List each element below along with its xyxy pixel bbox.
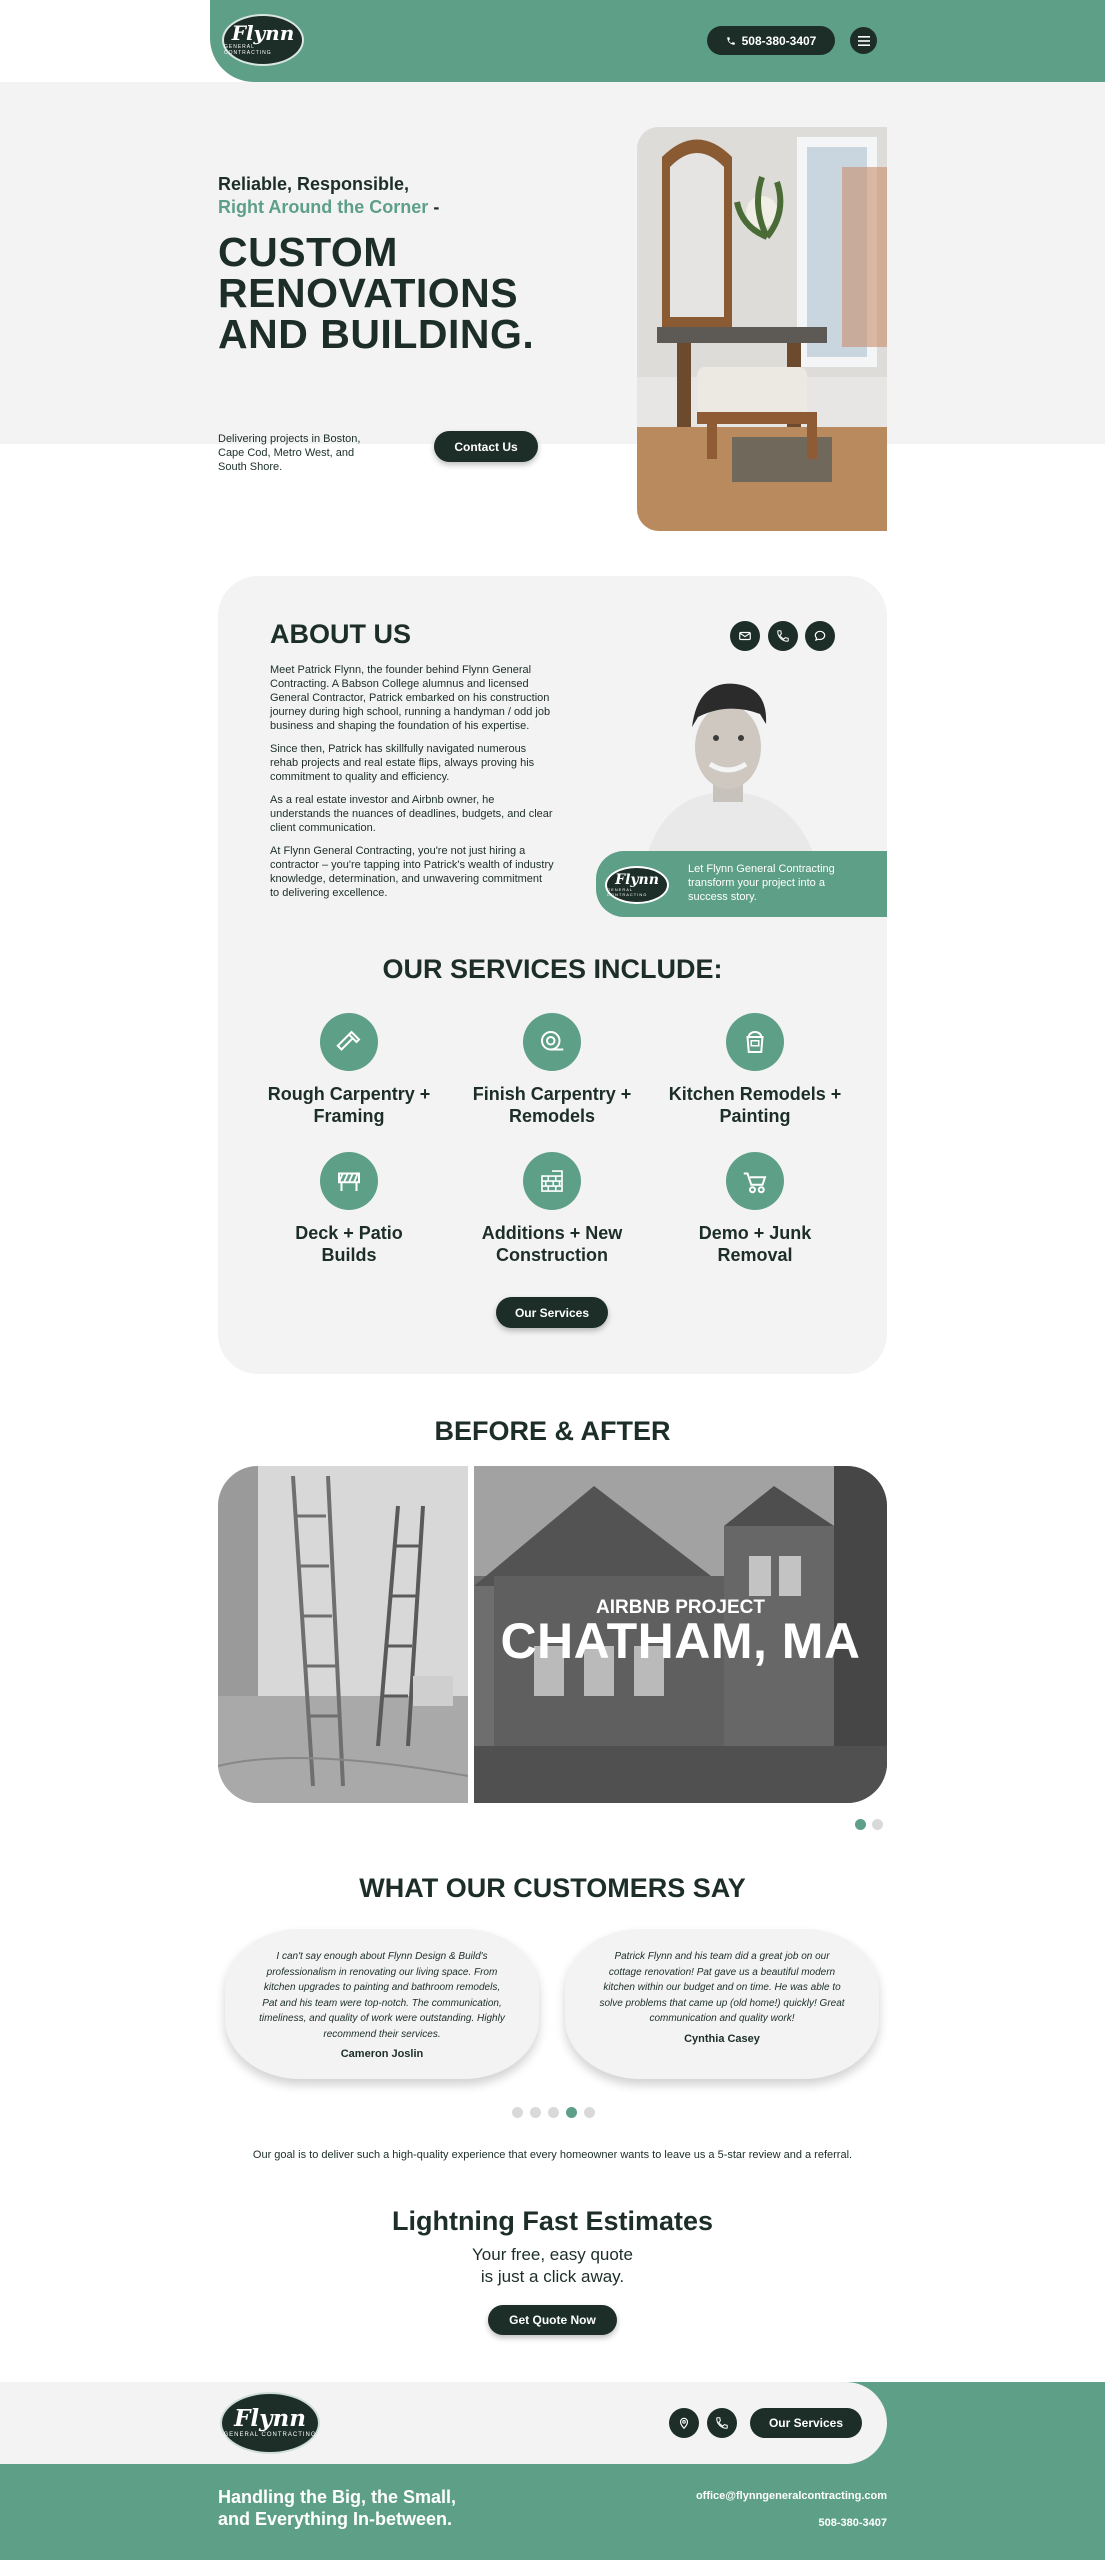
phone-icon (715, 2416, 729, 2430)
service-item[interactable] (249, 1152, 449, 1266)
testimonial-author: Cameron Joslin (340, 2048, 424, 2060)
chat-icon (813, 629, 827, 643)
service-item[interactable] (452, 1013, 652, 1127)
hero-interior-photo (637, 127, 887, 531)
service-item[interactable] (452, 1152, 652, 1266)
testimonial-quote: Patrick Flynn and his team did a great job on our cottage renovation! Pat gave us a beautiful modern kitchen within our budget and on time. He was able to solve problems that came up (old home!) quickly! Great communication and quality work! (599, 1951, 845, 2024)
footer-logo-text: Flynn (234, 2405, 306, 2432)
footer-tagline (218, 2486, 456, 2530)
service-label (249, 1222, 449, 1266)
service-label (452, 1083, 652, 1127)
hero-title (218, 229, 535, 357)
estimates-subtitle-line-2: is just a click away. (480, 2267, 625, 2286)
estimates-subtitle-line-1: Your free, easy quote (472, 2245, 633, 2264)
location-button[interactable] (669, 2408, 699, 2438)
header-phone-button[interactable] (707, 26, 835, 55)
footer-tagline-line-1: Handling the Big, the Small, (218, 2487, 457, 2507)
call-button[interactable] (768, 621, 798, 651)
service-label (655, 1222, 855, 1266)
carousel-dot[interactable] (530, 2107, 541, 2118)
service-label (452, 1222, 652, 1266)
hamburger-icon (858, 36, 870, 46)
hammer-icon (334, 1027, 364, 1057)
email-button[interactable] (730, 621, 760, 651)
estimates-subtitle (0, 2244, 1105, 2288)
carousel-dot[interactable] (512, 2107, 523, 2118)
service-icon-circle (523, 1013, 581, 1071)
service-item[interactable] (655, 1013, 855, 1127)
footer-email-link[interactable]: office@flynngeneralcontracting.com (695, 2490, 887, 2502)
service-label-line-2: Painting (719, 1106, 791, 1126)
service-item[interactable] (655, 1152, 855, 1266)
service-label-line-1: Deck + Patio (295, 1223, 403, 1243)
footer-services-button[interactable]: Our Services (750, 2408, 862, 2438)
header-phone-number: 508-380-3407 (741, 33, 817, 48)
service-label-line-1: Rough Carpentry + (267, 1084, 431, 1104)
cta-logo (605, 866, 669, 904)
service-icon-circle (523, 1152, 581, 1210)
service-label-line-1: Demo + Junk (698, 1223, 812, 1243)
barrier-icon (334, 1166, 364, 1196)
before-after-caption-large: CHATHAM, MA (500, 1613, 861, 1669)
testimonial-card (565, 1929, 879, 2079)
menu-button[interactable] (850, 27, 877, 54)
patrick-flynn-portrait (628, 672, 828, 852)
carousel-dot[interactable] (548, 2107, 559, 2118)
goal-statement: Our goal is to deliver such a high-quality experience that every homeowner wants to leave us a 5-star review and a referral. (252, 2149, 853, 2161)
phone-icon (776, 629, 790, 643)
footer-tagline-line-2: and Everything In-between. (218, 2509, 453, 2529)
hero-tagline-1: Reliable, Responsible, (218, 174, 410, 194)
about-paragraph: Since then, Patrick has skillfully navigated numerous rehab projects and real estate flips, always proving his commitment to quality and efficiency. (270, 743, 535, 783)
footer-logo-subtext: GENERAL CONTRACTING (223, 2432, 317, 2438)
estimates-title: Lightning Fast Estimates (391, 2206, 714, 2236)
testimonials-title: WHAT OUR CUSTOMERS SAY (359, 1873, 746, 1903)
logo[interactable] (222, 14, 304, 66)
about-paragraph: At Flynn General Contracting, you're not just hiring a contractor – you're tapping into Patrick's wealth of industry knowledge, determination, and unwavering commitment to delivering excellence. (270, 845, 554, 899)
service-label-line-1: Additions + New (481, 1223, 623, 1243)
location-pin-icon (677, 2416, 691, 2430)
cta-text: Let Flynn General Contracting transform your project into a success story. (688, 863, 835, 903)
contact-us-button[interactable]: Contact Us (434, 431, 538, 462)
site-header (210, 0, 1105, 82)
bricks-icon (537, 1166, 567, 1196)
hero-title-line-1: CUSTOM (218, 229, 398, 275)
our-services-button[interactable]: Our Services (496, 1297, 608, 1328)
footer-phone-link[interactable]: 508-380-3407 (818, 2517, 887, 2529)
service-label-line-2: Remodels (508, 1106, 596, 1126)
carousel-dot-active[interactable] (566, 2107, 577, 2118)
wheelbarrow-icon (740, 1166, 770, 1196)
tape-measure-icon (537, 1027, 567, 1057)
service-label-line-1: Kitchen Remodels + (668, 1084, 842, 1104)
about-title: ABOUT US (270, 619, 411, 649)
cta-logo-subtext: GENERAL CONTRACTING (607, 887, 648, 897)
phone-icon (726, 36, 736, 46)
service-label-line-1: Finish Carpentry + (472, 1084, 632, 1104)
service-item[interactable] (249, 1013, 449, 1127)
service-icon-circle (726, 1152, 784, 1210)
about-paragraph: As a real estate investor and Airbnb owner, he understands the nuances of deadlines, budgets, and clear client communication. (270, 794, 553, 834)
hero-title-line-2: RENOVATIONS (218, 270, 519, 316)
service-label-line-2: Removal (717, 1245, 793, 1265)
hero-tagline-2 (218, 197, 439, 218)
carousel-dot[interactable] (872, 1819, 883, 1830)
get-quote-button[interactable]: Get Quote Now (488, 2305, 617, 2335)
service-label (249, 1083, 449, 1127)
service-label-line-2: Construction (496, 1245, 608, 1265)
hero-tagline-green: Right Around the Corner (218, 197, 429, 217)
chat-button[interactable] (805, 621, 835, 651)
hero-tagline-dash: - (428, 197, 440, 217)
testimonial-quote: I can't say enough about Flynn Design & Build's professionalism in renovating our living space. From kitchen upgrades to painting and bathroom remodels, Pat and his team were top-notch. The communication, timeliness, and quality of work were outstanding. Highly recommend their services. (259, 1951, 505, 2040)
carousel-dot[interactable] (584, 2107, 595, 2118)
footer-call-button[interactable] (707, 2408, 737, 2438)
about-paragraph: Meet Patrick Flynn, the founder behind Flynn General Contracting. A Babson College alumnus and licensed General Contractor, Patrick embarked on his construction journey during high school, running a handyman / odd job business and shaping the foundation of his expertise. (270, 664, 551, 732)
service-icon-circle (726, 1013, 784, 1071)
cta-logo-text: Flynn (615, 872, 659, 888)
service-icon-circle (320, 1152, 378, 1210)
service-label-line-2: Builds (321, 1245, 377, 1265)
carousel-dot-active[interactable] (855, 1819, 866, 1830)
before-after-caption-small: AIRBNB PROJECT (596, 1597, 765, 1618)
before-photo (218, 1466, 468, 1803)
footer-logo[interactable] (220, 2392, 320, 2454)
service-label (655, 1083, 855, 1127)
testimonial-card (225, 1929, 539, 2079)
hero-title-line-3: AND BUILDING. (218, 311, 535, 357)
about-text (270, 663, 554, 909)
paint-bucket-icon (740, 1027, 770, 1057)
services-title: OUR SERVICES INCLUDE: (382, 954, 723, 984)
mail-icon (738, 629, 752, 643)
service-icon-circle (320, 1013, 378, 1071)
hero-description: Delivering projects in Boston, Cape Cod, Metro West, and South Shore. (218, 433, 361, 473)
logo-text: Flynn (231, 21, 295, 45)
testimonial-author: Cynthia Casey (684, 2032, 760, 2045)
service-label-line-2: Framing (313, 1106, 385, 1126)
before-after-title: BEFORE & AFTER (434, 1416, 671, 1446)
hero-background (0, 82, 1105, 444)
logo-subtext: GENERAL CONTRACTING (224, 44, 272, 56)
